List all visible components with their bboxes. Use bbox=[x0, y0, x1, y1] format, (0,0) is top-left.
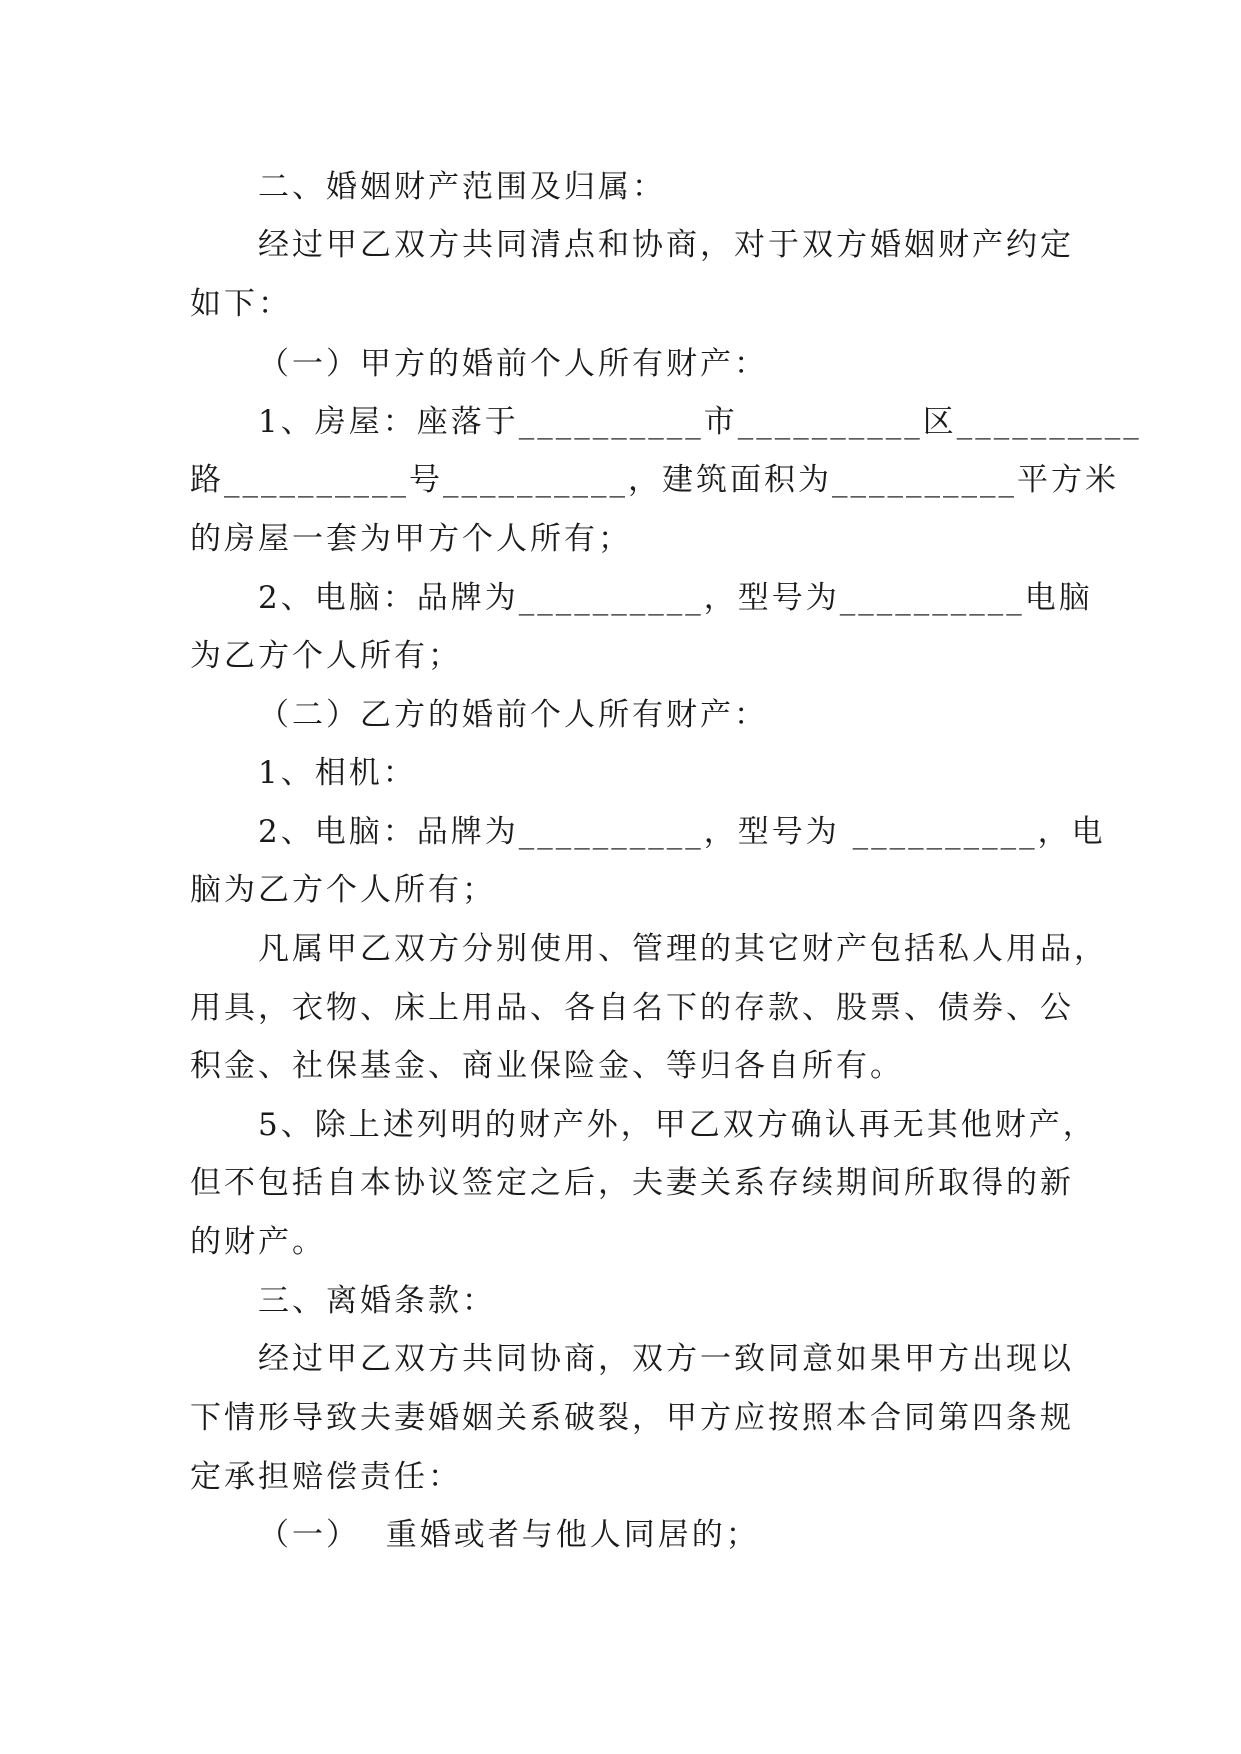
paragraph-line: 下情形导致夫妻婚姻关系破裂，甲方应按照本合同第四条规 bbox=[190, 1400, 1074, 1436]
paragraph-line: 2、电脑：品牌为__________，型号为 __________，电 bbox=[258, 814, 1106, 850]
paragraph-line: 但不包括自本协议签定之后，夫妻关系存续期间所取得的新 bbox=[190, 1165, 1074, 1201]
paragraph-line: 经过甲乙双方共同协商，双方一致同意如果甲方出现以 bbox=[258, 1341, 1074, 1377]
paragraph-line: 经过甲乙双方共同清点和协商，对于双方婚姻财产约定 bbox=[258, 227, 1074, 263]
paragraph-line: 凡属甲乙双方分别使用、管理的其它财产包括私人用品， bbox=[258, 931, 1108, 967]
subheading-party-b: （二）乙方的婚前个人所有财产： bbox=[258, 697, 768, 733]
paragraph-line: 积金、社保基金、商业保险金、等归各自所有。 bbox=[190, 1048, 904, 1084]
paragraph-line: 的房屋一套为甲方个人所有； bbox=[190, 521, 632, 557]
paragraph-line: （一） 重婚或者与他人同居的； bbox=[258, 1517, 760, 1553]
paragraph-line: 5、除上述列明的财产外，甲乙双方确认再无其他财产， bbox=[258, 1107, 1097, 1143]
paragraph-line: 定承担赔偿责任： bbox=[190, 1459, 462, 1495]
section-heading-divorce: 三、离婚条款： bbox=[258, 1283, 496, 1319]
paragraph-line: 路__________号__________，建筑面积为__________平方米 bbox=[190, 462, 1119, 498]
paragraph-line: 如下： bbox=[190, 286, 292, 322]
paragraph-line: 脑为乙方个人所有； bbox=[190, 872, 496, 908]
subheading-party-a: （一）甲方的婚前个人所有财产： bbox=[258, 346, 768, 382]
paragraph-line: 2、电脑：品牌为__________，型号为__________电脑 bbox=[258, 580, 1093, 616]
paragraph-line: 用具，衣物、床上用品、各自名下的存款、股票、债券、公 bbox=[190, 990, 1074, 1026]
paragraph-line: 1、相机： bbox=[258, 755, 417, 791]
paragraph-line: 的财产。 bbox=[190, 1224, 326, 1260]
section-heading-property: 二、婚姻财产范围及归属： bbox=[258, 169, 666, 205]
paragraph-line: 为乙方个人所有； bbox=[190, 638, 462, 674]
paragraph-line: 1、房屋：座落于__________市__________区__________ bbox=[258, 404, 1142, 440]
